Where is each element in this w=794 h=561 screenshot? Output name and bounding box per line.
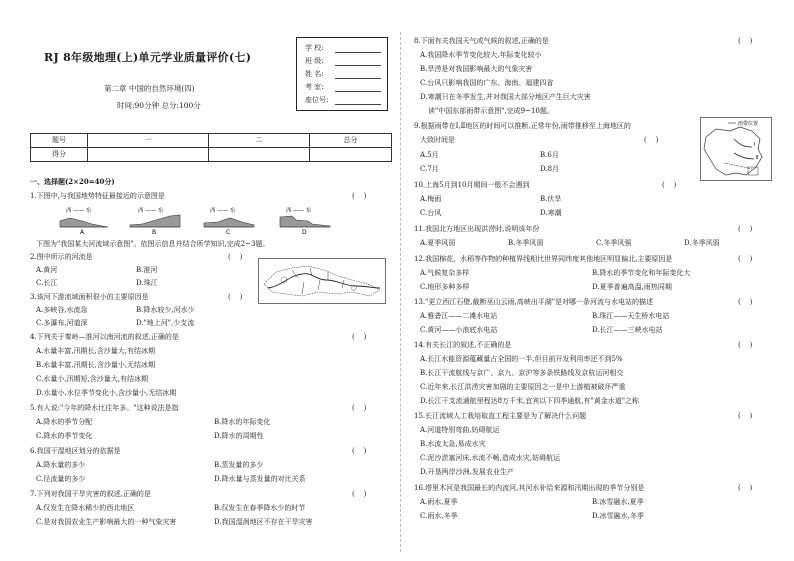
answer-paren-6[interactable]: ( ) [352,447,367,455]
option-label: C [226,229,231,235]
direction-label: 西 —— 东 [210,208,236,214]
river-basin-map [258,258,386,304]
q2-option-b[interactable]: B.淮河 [136,266,158,274]
q16-option-b[interactable]: B.冰雪融水,夏季 [592,498,644,506]
table-cell: 一 [88,134,209,148]
option-label: B [152,229,157,235]
q15-option-b[interactable]: B.水流太急,易成水灾 [420,440,486,448]
q4-option-b[interactable]: B.水量丰富,汛期长,含沙量小,无结冰期 [36,361,156,369]
q15-option-a[interactable]: A.河道特别弯曲,妨碍航运 [420,426,500,434]
q9-option-d[interactable]: D.8月 [540,165,560,173]
terrain-option-b[interactable] [130,206,180,235]
answer-paren-16[interactable]: ( ) [738,484,753,492]
answer-paren-10[interactable]: ( ) [662,181,677,189]
question-2: 2.图中所示的河流是 [30,253,93,261]
q16-option-c[interactable]: C.雨水,冬季 [420,512,458,520]
q4-option-c[interactable]: C.水量小,汛期短,含沙量大,有结冰期 [36,375,149,383]
q14-option-d[interactable]: D.长江干支流通航里程达8万千米,宜宾以下四季通航,有"黄金水道"之称 [420,397,639,405]
column-divider [400,32,401,552]
direction-label: 西 —— 东 [66,208,92,214]
score-cell[interactable] [88,148,209,162]
region-label-ii: Ⅱ [756,155,759,161]
q9-option-b[interactable]: B.6月 [540,151,559,159]
answer-paren-15[interactable]: ( ) [738,412,753,420]
question-4: 4.下列关于秦岭—淮河以南河流的叙述,正确的是 [30,333,179,341]
q15-option-c[interactable]: C.泥沙淤塞河床,水流不畅,造成水灾,妨碍航运 [420,454,561,462]
q14-option-c[interactable]: C.近年来,长江洪涝灾害加剧的主要原因之一是中上游植被破坏严重 [420,383,626,391]
section-heading: 一、选择题(2×20=40分) [30,177,115,186]
q3-option-a[interactable]: A.多峡谷,水流急 [36,306,88,314]
question-13: 13."更立西江石壁,截断巫山云雨,高峡出平湖"是对哪一条河流与水电站的描述 [414,298,654,306]
score-cell[interactable] [209,148,310,162]
q13-option-b[interactable]: B.珠江——天生桥水电站 [592,312,670,320]
q12-option-b[interactable]: B.降水的季节变化和年际变化大 [592,269,691,277]
info-seat: 座位号: [305,96,329,104]
time-score: 时间:90分钟 总分:100分 [117,101,201,110]
q16-option-a[interactable]: A.雨水,夏季 [420,498,458,506]
answer-paren-12[interactable]: ( ) [738,255,753,263]
info-class: 班 级: [305,57,324,65]
info-room-line[interactable] [335,91,381,92]
answer-paren-1[interactable]: ( ) [352,192,367,200]
q11-option-d[interactable]: D.冬季风弱 [684,239,720,247]
info-name: 姓 名: [305,70,324,78]
q10-option-d[interactable]: D.寒潮 [540,209,562,217]
map-title: 雨带位置 [738,121,759,127]
q6-option-d[interactable]: D.降水量与蒸发量的对比关系 [214,475,306,483]
question-16: 16.塔里木河是我国最长的内流河,其河水补给来源和汛期出现的季节分别是 [414,484,645,492]
question-8: 8.下面有关我国天气或气候的叙述,正确的是 [414,37,549,45]
q7-option-c[interactable]: C.是对我国农业生产影响最大的一种气象灾害 [36,518,177,526]
question-9: 9.根据雨带在Ⅰ,Ⅱ地区的时间可以推断,正常年份,雨带推移至上海地区的 [414,122,631,130]
terrain-option-a[interactable] [60,206,108,235]
question-3: 3.该河下游流域面积很小的主要原因是 [30,293,149,301]
q2-option-c[interactable]: C.长江 [36,279,58,287]
q6-option-a[interactable]: A.降水量的多少 [36,461,86,469]
q15-option-d[interactable]: D.开垦两岸沙洲,发展农业生产 [420,468,514,476]
answer-paren-4[interactable]: ( ) [352,333,367,341]
q12-option-c[interactable]: C.地形多种多样 [420,283,470,291]
passage-2-3: 下图为"我国某大河流域示意图"。依图示信息并结合所学知识,完成2~3题。 [36,240,270,248]
q2-option-a[interactable]: A.黄河 [36,266,58,274]
answer-paren-11[interactable]: ( ) [738,225,753,233]
question-9-cont: 大致时间是 [420,136,455,144]
table-row [31,134,392,148]
table-row [31,148,392,162]
q9-option-a[interactable]: A.5月 [420,151,439,159]
q13-option-d[interactable]: D.长江——三峡水电站 [592,326,663,334]
direction-label: 西 —— 东 [138,208,164,214]
region-label-i: Ⅰ [754,142,756,148]
q2-option-d[interactable]: D.珠江 [136,279,158,287]
answer-paren-5[interactable]: ( ) [352,404,367,412]
question-15: 15.长江流域人工栽培取直工程主要是为了解决什么问题 [414,412,587,420]
q5-option-b[interactable]: B.降水的年际变化 [214,418,271,426]
answer-paren-8[interactable]: ( ) [738,37,753,45]
table-cell: 得分 [31,148,88,162]
question-6: 6.我国干湿地区划分的依据是 [30,447,121,455]
q10-option-a[interactable]: A.梅雨 [420,195,442,203]
info-school-line[interactable] [335,52,381,53]
terrain-profile-diagrams [58,205,338,235]
rain-belt-map [700,117,772,181]
q8-option-a[interactable]: A.我国降水季节变化较大,年际变化较小 [420,51,542,59]
answer-paren-7[interactable]: ( ) [352,490,367,498]
answer-paren-14[interactable]: ( ) [738,341,753,349]
q3-option-d[interactable]: D."地上河",少支流 [136,319,195,327]
table-cell: 总分 [310,134,392,148]
table-cell: 题号 [31,134,88,148]
direction-label: 西 —— 东 [286,208,312,214]
student-info-box [296,37,388,111]
chapter-title: 第二章 中国的自然环境(四) [104,84,195,93]
answer-paren-3[interactable]: ( ) [228,293,243,301]
q12-option-a[interactable]: A.气候复杂多样 [420,269,470,277]
question-14: 14.有关长江的叙述,不正确的是 [414,341,512,349]
q6-option-c[interactable]: C.径流量的多少 [36,475,86,483]
q5-option-d[interactable]: D.降水的周期性 [214,432,264,440]
answer-paren-2[interactable]: ( ) [228,253,243,261]
q14-option-a[interactable]: A.长江水能资源蕴藏量占全国的一半,但目前开发利用率还不到5% [420,355,623,363]
exam-title: RJ 8年级地理(上)单元学业质量评价(七) [44,51,252,64]
q11-option-c[interactable]: C.冬季风强 [596,239,632,247]
q13-option-c[interactable]: C.黄河——小浪底水电站 [420,326,498,334]
q7-option-a[interactable]: A.仅发生在降水稀少的西北地区 [36,504,135,512]
q8-option-b[interactable]: B.旱涝是对我国影响最大的气象灾害 [420,65,533,73]
q4-option-a[interactable]: A.水量丰富,汛期长,含沙量大,有结冰期 [36,347,155,355]
q3-option-b[interactable]: B.降水较少,河水少 [136,306,195,314]
q6-option-b[interactable]: B.蒸发量的多少 [214,461,264,469]
q4-option-d[interactable]: D.水量小,水位季节变化小,含沙量小,无结冰期 [36,389,177,397]
option-label: D [302,229,307,235]
q10-option-b[interactable]: B.伏旱 [540,195,562,203]
q5-option-c[interactable]: C.降水的季节变化 [36,432,93,440]
info-name-line[interactable] [335,78,381,79]
q8-option-d[interactable]: D.寒潮只在冬季发生,并对我国大部分地区产生巨大灾害 [420,93,591,101]
question-7: 7.下列对我国干旱灾害的叙述,正确的是 [30,490,151,498]
table-cell: 二 [209,134,310,148]
q5-option-a[interactable]: A.降水的季节分配 [36,418,93,426]
q16-option-d[interactable]: D.冰雪融水,冬季 [592,512,644,520]
info-seat-line[interactable] [335,104,381,105]
answer-paren-13[interactable]: ( ) [738,298,753,306]
q11-option-b[interactable]: B.冬季风弱 [508,239,544,247]
q14-option-b[interactable]: B.长江干流航线与京广、京九、京沪等多条铁路线及京杭运河相交 [420,369,624,377]
q9-option-c[interactable]: C.7月 [420,165,439,173]
score-cell[interactable] [310,148,392,162]
q7-option-d[interactable]: D.我国湿润地区不存在干旱灾害 [214,518,313,526]
answer-paren-9[interactable]: ( ) [644,136,659,144]
q13-option-a[interactable]: A.雅砻江——二滩水电站 [420,312,498,320]
q7-option-b[interactable]: B.仅发生在春季降水少的时节 [214,504,306,512]
q8-option-c[interactable]: C.台风只影响我国的广东、海南、福建四省 [420,79,554,87]
q3-option-c[interactable]: C.多瀑布,河道深 [36,319,88,327]
terrain-option-c[interactable] [204,206,254,235]
question-5: 5.有人说:"今年的降水比往年多。"这种说法是指 [30,404,179,412]
q12-option-d[interactable]: D.夏季普遍高温,雨热同期 [592,283,672,291]
info-class-line[interactable] [335,65,381,66]
question-12: 12.我国棉花、水稻等作物的种植界线相比世界同纬度其他地区明显偏北,主要原因是 [414,255,673,263]
score-table [30,133,392,162]
question-10: 10.上海5月到10月期间一般不会遇到 [414,181,530,189]
q11-option-a[interactable]: A.夏季风弱 [420,239,456,247]
info-school: 学 校: [305,44,324,52]
info-room: 考 室: [305,83,324,91]
passage-9-10: 读"中国东部雨带示意图",完成9~10题。 [428,107,554,115]
terrain-option-d[interactable] [280,206,330,235]
question-1: 1.下图中,与我国地势特征最接近的示意图是 [30,192,165,200]
question-11: 11.我国北方地区出现洪涝时,说明该年份 [414,225,540,233]
q10-option-c[interactable]: C.台风 [420,209,442,217]
option-label: A [80,229,85,235]
